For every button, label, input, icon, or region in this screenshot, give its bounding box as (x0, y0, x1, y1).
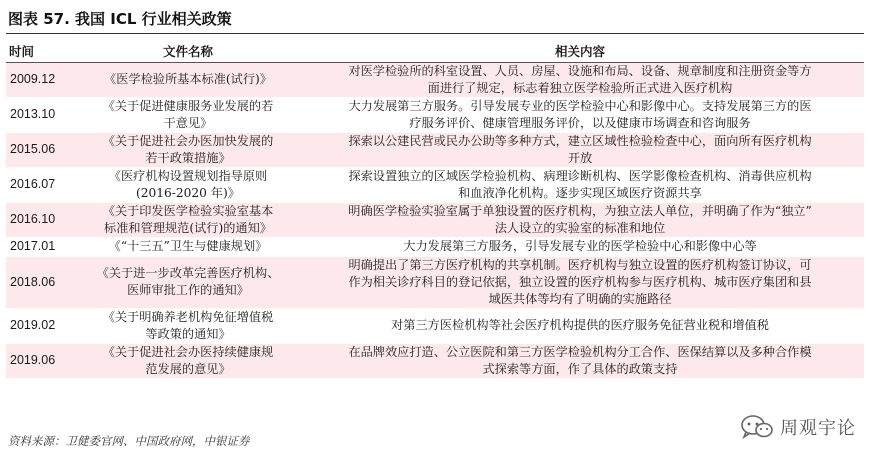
table-row (6, 202, 864, 237)
cell-time: 2009.12 (6, 62, 80, 97)
document-line: 范发展的意见》 (145, 361, 231, 376)
cell-time: 2015.06 (6, 132, 80, 167)
watermark-text: 周观宇论 (780, 418, 856, 439)
document-line: 《“十三五”卫生与健康规划》 (108, 239, 268, 253)
table-row (6, 132, 864, 167)
table-row (6, 308, 864, 343)
cell-content (296, 62, 864, 97)
document-line: 《医疗机构设置规划指导原则 (108, 168, 268, 183)
content-line: 疗服务评价、健康管理服务评价，以及健康市场调查和咨询服务 (409, 115, 751, 130)
document-line: 《关于进一步改革完善医疗机构、 (96, 266, 280, 280)
policy-table (6, 40, 864, 379)
document-line: 《医学检验所基本标准(试行)》 (104, 72, 272, 86)
cell-content (296, 202, 864, 237)
cell-content (296, 97, 864, 132)
content-line: 法人设立的实验室的标准和地位 (494, 220, 666, 235)
content-line: 式探索等方面，作了具体的政策支持 (482, 361, 678, 376)
document-line: 医师审批工作的通知》 (127, 283, 249, 297)
table-row (6, 62, 864, 97)
cell-document (80, 132, 296, 167)
cell-document (80, 62, 296, 97)
cell-document (80, 308, 296, 343)
document-line: 《关于促进社会办医加快发展的 (102, 133, 274, 148)
cell-time: 2019.06 (6, 343, 80, 378)
content-line: 探索以公建民营或民办公助等多种方式，建立区域性检验检查中心，面向所有医疗机构 (348, 133, 812, 148)
cell-time: 2019.02 (6, 308, 80, 343)
content-line: 明确医学检验实验室属于单独设置的医疗机构，为独立法人单位，并明确了作为“独立” (348, 203, 812, 218)
table-row (6, 343, 864, 378)
title-divider (6, 33, 864, 34)
document-line: 《关于明确养老机构免征增值税 (102, 309, 274, 324)
document-line: 《关于促进健康服务业发展的若 (102, 98, 274, 113)
cell-time: 2017.01 (6, 237, 80, 256)
cell-time: 2016.07 (6, 167, 80, 202)
document-line: 《关于促进社会办医持续健康规 (102, 344, 274, 359)
content-line: 作为相关诊疗科目的登记依据，独立设置的医疗机构参与医疗机构、城市医疗集团和县 (348, 274, 812, 289)
cell-content (296, 237, 864, 256)
table-row (6, 237, 864, 256)
content-line: 探索设置独立的区域医学检验机构、病理诊断机构、医学影像检查机构、消毒供应机构 (348, 168, 812, 183)
content-line: 在品牌效应打造、公立医院和第三方医学检验机构分工合作、医保结算以及多种合作模 (348, 344, 812, 359)
document-line: 等政策的通知》 (145, 326, 231, 341)
table-row (6, 167, 864, 202)
cell-document (80, 237, 296, 256)
table-row (6, 256, 864, 308)
wechat-icon (740, 414, 774, 440)
cell-document (80, 256, 296, 308)
cell-time: 2018.06 (6, 256, 80, 308)
content-line: 面进行了规定，标志着独立医学检验所正式进入医疗机构 (427, 80, 733, 95)
header-document: 文件名称 (80, 40, 296, 62)
document-line: (2016-2020 年)》 (136, 185, 240, 200)
document-line: 标准和管理规范(试行)的通知》 (104, 220, 272, 235)
cell-content (296, 308, 864, 343)
cell-document (80, 343, 296, 378)
cell-content (296, 256, 864, 308)
cell-document (80, 167, 296, 202)
content-line: 和血液净化机构。逐步实现区域医疗资源共享 (458, 185, 702, 200)
document-line: 若干政策措施》 (145, 150, 231, 165)
document-line: 干意见》 (163, 115, 213, 130)
content-line: 大力发展第三方服务，引导发展专业的医学检验中心和影像中心等 (403, 239, 757, 253)
figure-title: 图表 57. 我国 ICL 行业相关政策 (8, 10, 232, 28)
document-line: 《关于印发医学检验实验室基本 (102, 203, 274, 218)
content-line: 域医共体等均有了明确的实施路径 (488, 291, 672, 306)
cell-content (296, 132, 864, 167)
header-content: 相关内容 (296, 40, 864, 62)
cell-content (296, 167, 864, 202)
content-line: 大力发展第三方服务。引导发展专业的医学检验中心和影像中心。支持发展第三方的医 (348, 98, 812, 113)
source-note: 资料来源：卫健委官网、中国政府网，中银证券 (8, 434, 250, 448)
cell-document (80, 97, 296, 132)
table-row (6, 97, 864, 132)
watermark (740, 414, 856, 440)
table-header-row (6, 40, 864, 62)
cell-document (80, 202, 296, 237)
header-time: 时间 (6, 40, 80, 62)
cell-content (296, 343, 864, 378)
content-line: 对医学检验所的科室设置、人员、房屋、设施和布局、设备、规章制度和注册资金等方 (348, 63, 812, 78)
content-line: 开放 (567, 150, 593, 165)
cell-time: 2016.10 (6, 202, 80, 237)
cell-time: 2013.10 (6, 97, 80, 132)
content-line: 对第三方医检机构等社会医疗机构提供的医疗服务免征营业税和增值税 (391, 318, 769, 332)
content-line: 明确提出了第三方医疗机构的共享机制。医疗机构与独立设置的医疗机构签订协议，可 (348, 257, 812, 272)
